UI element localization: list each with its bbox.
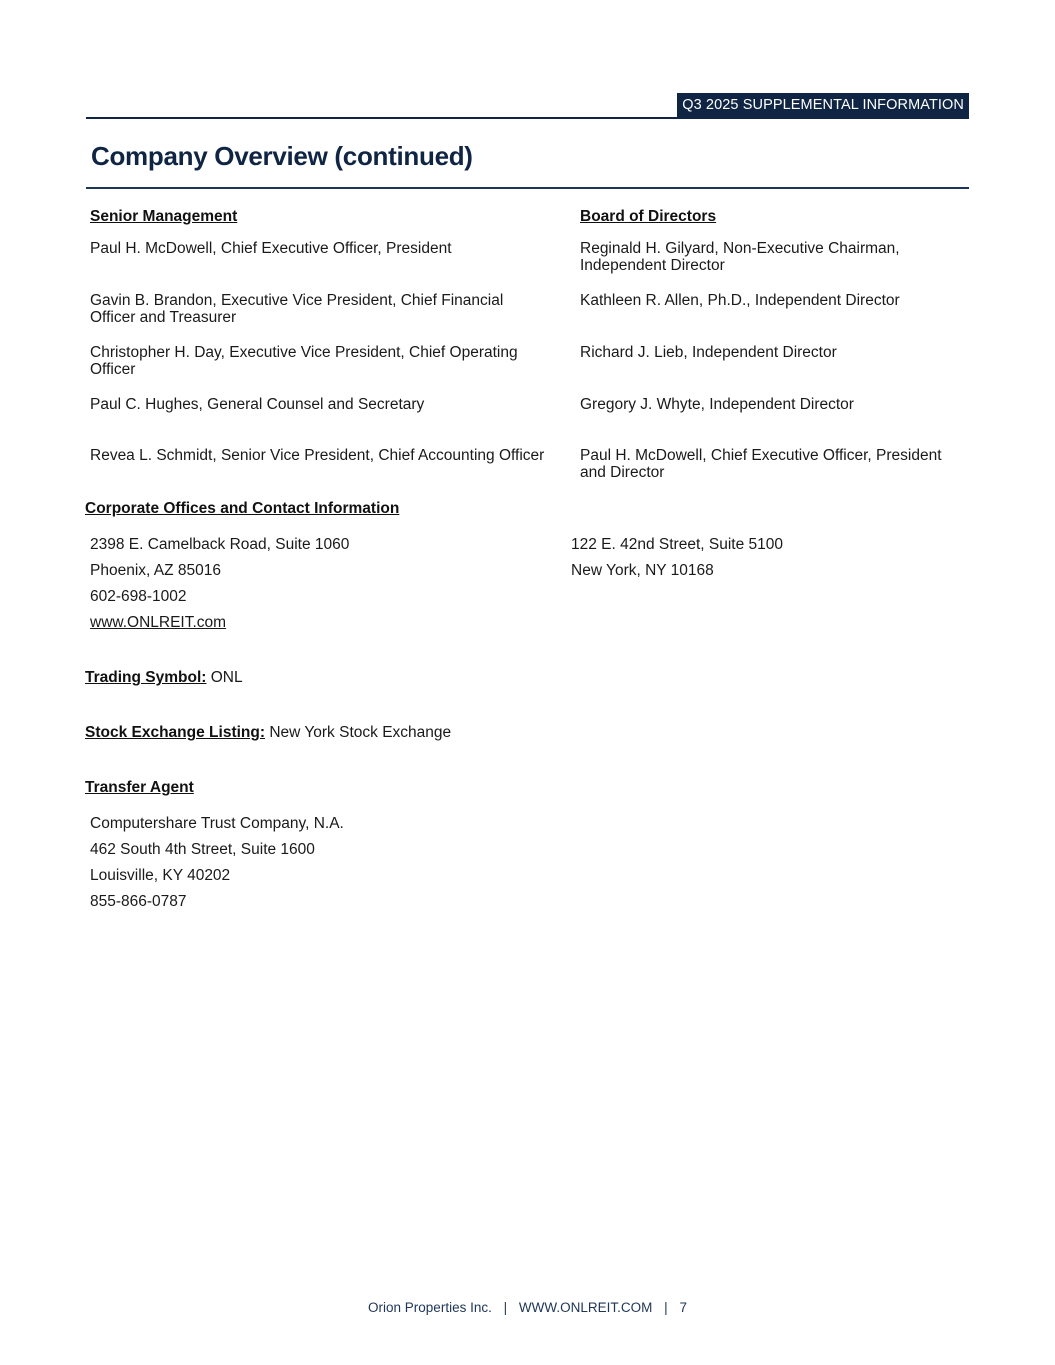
management-person-5: Revea L. Schmidt, Senior Vice President, Chief Accounting Officer	[90, 447, 545, 464]
senior-management-heading: Senior Management	[90, 208, 238, 225]
stock-exchange	[85, 723, 451, 743]
page-title: Company Overview (continued)	[91, 141, 473, 171]
footer-separator: |	[503, 1300, 508, 1315]
board-member-2: Kathleen R. Allen, Ph.D., Independent Director	[580, 292, 900, 309]
trading-symbol	[85, 668, 243, 688]
website-link[interactable]: www.ONLREIT.com	[90, 614, 227, 631]
header-rule	[86, 117, 969, 119]
management-person-3: Christopher H. Day, Executive Vice President, Chief Operating Officer	[90, 344, 518, 378]
stock-exchange-value: New York Stock Exchange	[269, 724, 452, 741]
management-person-4: Paul C. Hughes, General Counsel and Secretary	[90, 396, 425, 413]
board-member-4: Gregory J. Whyte, Independent Director	[580, 396, 854, 413]
transfer-agent-heading: Transfer Agent	[85, 779, 194, 796]
management-person-2: Gavin B. Brandon, Executive Vice President, Chief Financial Officer and Treasurer	[90, 292, 504, 326]
board-member-1: Reginald H. Gilyard, Non-Executive Chairman, Independent Director	[580, 240, 900, 274]
title-rule	[86, 187, 969, 189]
office-left-street: 2398 E. Camelback Road, Suite 1060	[90, 536, 350, 553]
corporate-offices-heading: Corporate Offices and Contact Information	[85, 500, 400, 517]
trading-symbol-label: Trading Symbol:	[85, 669, 207, 686]
management-person-1: Paul H. McDowell, Chief Executive Officer, President	[90, 240, 452, 257]
board-member-3: Richard J. Lieb, Independent Director	[580, 344, 837, 361]
transfer-agent-street: 462 South 4th Street, Suite 1600	[90, 841, 315, 858]
page-number: 7	[679, 1300, 687, 1315]
board-heading: Board of Directors	[580, 208, 717, 225]
footer-company: Orion Properties Inc.	[368, 1300, 492, 1315]
office-left-city: Phoenix, AZ 85016	[90, 562, 221, 579]
stock-exchange-label: Stock Exchange Listing:	[85, 724, 266, 741]
footer-separator: |	[664, 1300, 668, 1315]
trading-symbol-value: ONL	[210, 669, 243, 686]
transfer-agent-name: Computershare Trust Company, N.A.	[90, 815, 344, 832]
office-left-phone: 602-698-1002	[90, 588, 187, 605]
transfer-agent-phone: 855-866-0787	[90, 893, 187, 910]
office-right-street: 122 E. 42nd Street, Suite 5100	[571, 536, 783, 553]
board-member-5: Paul H. McDowell, Chief Executive Officer, President and Director	[580, 447, 942, 481]
page-footer	[0, 1300, 1055, 1315]
footer-website[interactable]: WWW.ONLREIT.COM	[518, 1300, 653, 1315]
report-tag: Q3 2025 SUPPLEMENTAL INFORMATION	[677, 93, 969, 118]
transfer-agent-city: Louisville, KY 40202	[90, 867, 231, 884]
office-right-city: New York, NY 10168	[571, 562, 714, 579]
